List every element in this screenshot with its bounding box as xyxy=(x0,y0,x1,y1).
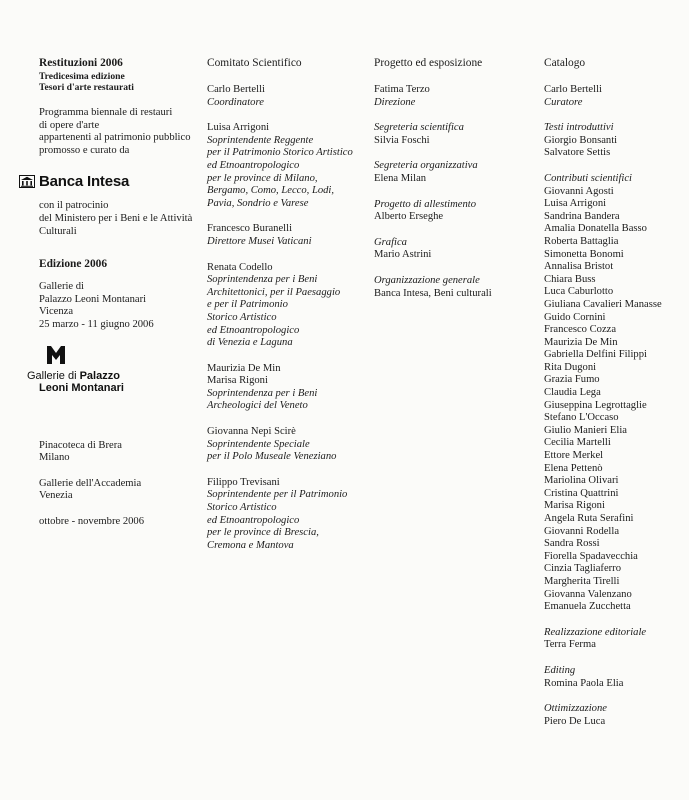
testi-name: Giorgio Bonsanti xyxy=(544,134,618,146)
gallerie-logo-text xyxy=(27,370,209,394)
member-name: Carlo Bertelli xyxy=(207,84,265,95)
entry-name: Mario Astrini xyxy=(374,249,432,261)
entry-name: Alberto Erseghe xyxy=(374,211,444,223)
venue-accademia xyxy=(39,478,209,503)
project-entry xyxy=(374,275,539,300)
contributor-name: Luisa Arrigoni xyxy=(544,198,607,210)
member-role: di Venezia e Laguna xyxy=(207,337,293,349)
contributor-name: Giovanni Rodella xyxy=(544,525,620,537)
contributor-name: Fiorella Spadavecchia xyxy=(544,550,638,562)
entry-role: Grafica xyxy=(374,236,407,248)
contributor-name: Maurizia De Min xyxy=(544,336,618,348)
ottimizzazione-name: Piero De Luca xyxy=(544,715,606,727)
progetto-title: Progetto ed esposizione xyxy=(374,57,483,69)
venue-vicenza xyxy=(39,281,209,331)
ottimizzazione-label: Ottimizzazione xyxy=(544,703,607,715)
venue-line: Milano xyxy=(39,452,70,464)
committee-member xyxy=(207,477,372,553)
logo-gallerie-di: Gallerie di xyxy=(27,369,77,382)
member-role: Soprintendente per il Patrimonio xyxy=(207,489,348,501)
programma-text xyxy=(39,107,209,157)
contributor-name: Simonetta Bonomi xyxy=(544,248,624,260)
contributor-name: Sandra Rossi xyxy=(544,538,600,550)
member-role: Soprintendente Speciale xyxy=(207,438,310,450)
contributor-name: Giuliana Cavalieri Manasse xyxy=(544,298,662,310)
testi-block xyxy=(544,122,689,160)
curator-role: Curatore xyxy=(544,96,583,108)
testi-names xyxy=(544,135,689,160)
contributi-label: Contributi scientifici xyxy=(544,172,632,184)
contributor-name: Angela Ruta Serafini xyxy=(544,513,634,524)
patrocinio-line: Culturali xyxy=(39,225,77,237)
testi-name: Salvatore Settis xyxy=(544,147,611,159)
contributor-name: Giuseppina Legrottaglie xyxy=(544,399,647,411)
member-role: Storico Artistico xyxy=(207,311,277,323)
contributor-name: Giovanni Agosti xyxy=(544,185,614,197)
member-name: Renata Codello xyxy=(207,261,273,273)
contributor-name: Stefano L'Occaso xyxy=(544,412,619,424)
restituzioni-title: Restituzioni 2006 xyxy=(39,57,123,69)
venue-line: Venezia xyxy=(39,490,73,502)
contributor-name: Amalia Donatella Basso xyxy=(544,223,647,235)
curatore-block xyxy=(544,84,689,109)
contributor-name: Roberta Battaglia xyxy=(544,235,619,247)
comitato-list xyxy=(207,84,372,552)
ottimizzazione-block xyxy=(544,703,689,728)
realizzazione-label: Realizzazione editoriale xyxy=(544,626,647,638)
project-entry xyxy=(374,237,539,262)
member-role: Archeologici del Veneto xyxy=(207,400,308,412)
progetto-list xyxy=(374,84,539,300)
member-role: ed Etnoantropologico xyxy=(207,159,300,171)
editing-name: Romina Paola Elia xyxy=(544,677,624,689)
contributor-name: Giovanna Valenzano xyxy=(544,588,632,600)
contributor-name: Cinzia Tagliaferro xyxy=(544,563,622,575)
patrocinio-line: con il patrocinio xyxy=(39,200,109,212)
committee-member xyxy=(207,363,372,413)
member-name: Marisa Rigoni xyxy=(207,375,268,387)
venue-brera xyxy=(39,440,209,465)
member-role: Direttore Musei Vaticani xyxy=(207,235,312,247)
committee-member xyxy=(207,122,372,210)
committee-member xyxy=(207,84,372,109)
contributor-name: Annalisa Bristot xyxy=(544,261,614,273)
tesori-subtitle: Tesori d'arte restaurati xyxy=(39,82,134,93)
programma-line: di opere d'arte xyxy=(39,119,100,131)
member-role: e per il Patrimonio xyxy=(207,299,288,311)
committee-member xyxy=(207,426,372,464)
column-catalogo xyxy=(544,57,689,741)
banca-intesa-logo xyxy=(19,172,209,190)
venue-dates-2: ottobre - novembre 2006 xyxy=(39,515,145,527)
logo-palazzo: Palazzo xyxy=(79,369,120,382)
contributor-name: Emanuela Zucchetta xyxy=(544,601,631,613)
contributor-name: Rita Dugoni xyxy=(544,361,597,373)
member-name: Giovanna Nepi Scirè xyxy=(207,426,296,438)
entry-name: Banca Intesa, Beni culturali xyxy=(374,287,492,299)
entry-name: Elena Milan xyxy=(374,172,427,184)
contributor-name: Elena Pettenò xyxy=(544,462,603,474)
venue-line: Gallerie di xyxy=(39,281,85,293)
entry-name: Silvia Foschi xyxy=(374,134,430,146)
contributor-name: Marisa Rigoni xyxy=(544,500,605,512)
venue-line: Palazzo Leoni Montanari xyxy=(39,293,147,305)
member-role: Pavia, Sondrio e Varese xyxy=(207,197,309,209)
member-role: ed Etnoantropologico xyxy=(207,514,300,526)
edizione-title: Edizione 2006 xyxy=(39,258,108,271)
curator-name: Carlo Bertelli xyxy=(544,84,602,95)
venue-line: Vicenza xyxy=(39,306,74,318)
column-comitato xyxy=(207,57,372,565)
member-role: per il Patrimonio Storico Artistico xyxy=(207,147,353,159)
editing-label: Editing xyxy=(544,664,576,676)
realizzazione-name: Terra Ferma xyxy=(544,639,596,651)
patrocinio-text xyxy=(39,200,209,238)
contributor-name: Luca Caburlotto xyxy=(544,286,614,298)
catalogo-title: Catalogo xyxy=(544,57,586,69)
gallerie-palazzo-logo xyxy=(27,344,209,394)
member-role: Storico Artistico xyxy=(207,502,277,514)
entry-name: Fatima Terzo xyxy=(374,84,430,95)
contributor-name: Gabriella Delfini Filippi xyxy=(544,349,647,361)
logo-leoni-montanari: Leoni Montanari xyxy=(39,381,124,394)
member-role: Soprintendenza per i Beni xyxy=(207,274,318,286)
contributor-name: Grazia Fumo xyxy=(544,374,600,386)
member-role: per le province di Brescia, xyxy=(207,527,319,539)
banca-intesa-wordmark: Banca Intesa xyxy=(39,172,130,190)
contributor-name: Guido Cornini xyxy=(544,311,606,323)
member-name: Maurizia De Min xyxy=(207,362,281,374)
member-role: per le province di Milano, xyxy=(207,172,318,184)
editing-block xyxy=(544,665,689,690)
contributor-name: Giulio Manieri Elia xyxy=(544,424,627,436)
member-name: Luisa Arrigoni xyxy=(207,122,270,134)
column-restituzioni xyxy=(27,57,209,529)
programma-line: Programma biennale di restauri xyxy=(39,107,173,118)
project-entry xyxy=(374,122,539,147)
contributor-name: Cecilia Martelli xyxy=(544,437,611,449)
entry-role: Progetto di allestimento xyxy=(374,198,477,210)
entry-role: Segreteria organizzativa xyxy=(374,160,478,172)
contributor-name: Chiara Buss xyxy=(544,273,596,285)
entry-role: Segreteria scientifica xyxy=(374,122,464,134)
member-role: per il Polo Museale Veneziano xyxy=(207,451,337,463)
patrocinio-line: del Ministero per i Beni e le Attività xyxy=(39,212,193,224)
edition-subtitle: Tredicesima edizione xyxy=(39,71,125,82)
committee-member xyxy=(207,262,372,350)
venue-line: 25 marzo - 11 giugno 2006 xyxy=(39,318,154,330)
project-entry xyxy=(374,84,539,109)
column-progetto xyxy=(374,57,539,313)
member-name: Francesco Buranelli xyxy=(207,223,293,235)
gallerie-m-logo-icon xyxy=(45,344,67,366)
member-role: ed Etnoantropologico xyxy=(207,324,300,336)
entry-role: Direzione xyxy=(374,96,416,108)
contributi-block xyxy=(544,173,689,614)
programma-line: promosso e curato da xyxy=(39,144,130,156)
contributi-names xyxy=(544,186,689,614)
realizzazione-block xyxy=(544,627,689,652)
contributor-name: Claudia Lega xyxy=(544,387,601,399)
member-role: Soprintendenza per i Beni xyxy=(207,387,318,399)
contributor-name: Francesco Cozza xyxy=(544,324,617,336)
project-entry xyxy=(374,199,539,224)
member-role: Soprintendente Reggente xyxy=(207,134,314,146)
member-role: Cremona e Mantova xyxy=(207,539,294,551)
committee-member xyxy=(207,223,372,248)
contributor-name: Mariolina Olivari xyxy=(544,475,619,487)
contributor-name: Cristina Quattrini xyxy=(544,487,619,499)
bank-building-icon xyxy=(19,175,35,188)
contributor-name: Ettore Merkel xyxy=(544,450,604,462)
member-name: Filippo Trevisani xyxy=(207,476,280,488)
programma-line: appartenenti al patrimonio pubblico xyxy=(39,132,191,144)
contributor-name: Sandrina Bandera xyxy=(544,210,620,222)
contributor-name: Margherita Tirelli xyxy=(544,575,620,587)
venue-line: Gallerie dell'Accademia xyxy=(39,477,142,489)
testi-label: Testi introduttivi xyxy=(544,122,614,134)
member-role: Architettonici, per il Paesaggio xyxy=(207,286,341,298)
project-entry xyxy=(374,160,539,185)
member-role: Coordinatore xyxy=(207,96,264,108)
member-role: Bergamo, Como, Lecco, Lodi, xyxy=(207,185,335,197)
comitato-title: Comitato Scientifico xyxy=(207,57,302,69)
entry-role: Organizzazione generale xyxy=(374,274,480,286)
venue-line: Pinacoteca di Brera xyxy=(39,439,122,451)
